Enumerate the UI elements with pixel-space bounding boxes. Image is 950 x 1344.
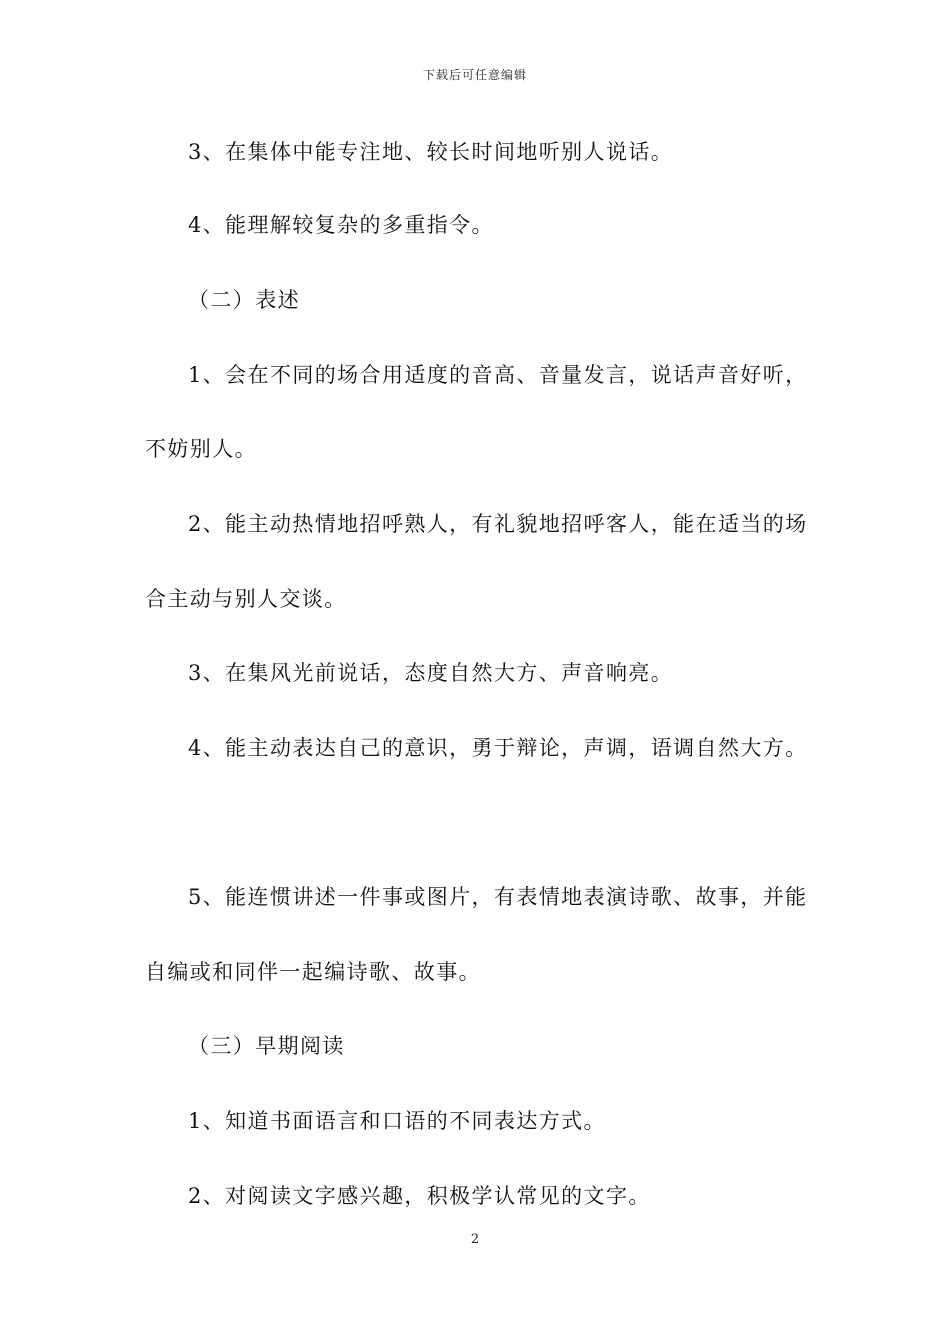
text-line: 合主动与别人交谈。	[145, 587, 347, 611]
text-line: 3、在集体中能专注地、较长时间地听别人说话。	[188, 140, 674, 164]
section-heading: （二）表述	[188, 288, 300, 312]
text-line: 2、能主动热情地招呼熟人，有礼貌地招呼客人，能在适当的场	[188, 512, 808, 536]
page-header: 下载后可任意编辑	[422, 68, 527, 82]
text-line: 3、在集风光前说话，态度自然大方、声音响亮。	[188, 661, 674, 685]
text-line: 1、会在不同的场合用适度的音高、音量发言，说话声音好听，	[188, 363, 808, 387]
text-line: 5、能连惯讲述一件事或图片，有表情地表演诗歌、故事，并能	[188, 885, 808, 909]
text-line: 2、对阅读文字感兴趣，积极学认常见的文字。	[188, 1184, 651, 1208]
text-line: 4、能主动表达自己的意识，勇于辩论，声调，语调自然大方。	[188, 736, 808, 760]
text-line: 4、能理解较复杂的多重指令。	[188, 213, 494, 237]
section-heading: （三）早期阅读	[188, 1034, 345, 1058]
text-line: 不妨别人。	[145, 437, 257, 461]
page-number: 2	[470, 1232, 480, 1247]
text-line: 1、知道书面语言和口语的不同表达方式。	[188, 1109, 606, 1133]
text-line: 自编或和同伴一起编诗歌、故事。	[145, 960, 481, 984]
